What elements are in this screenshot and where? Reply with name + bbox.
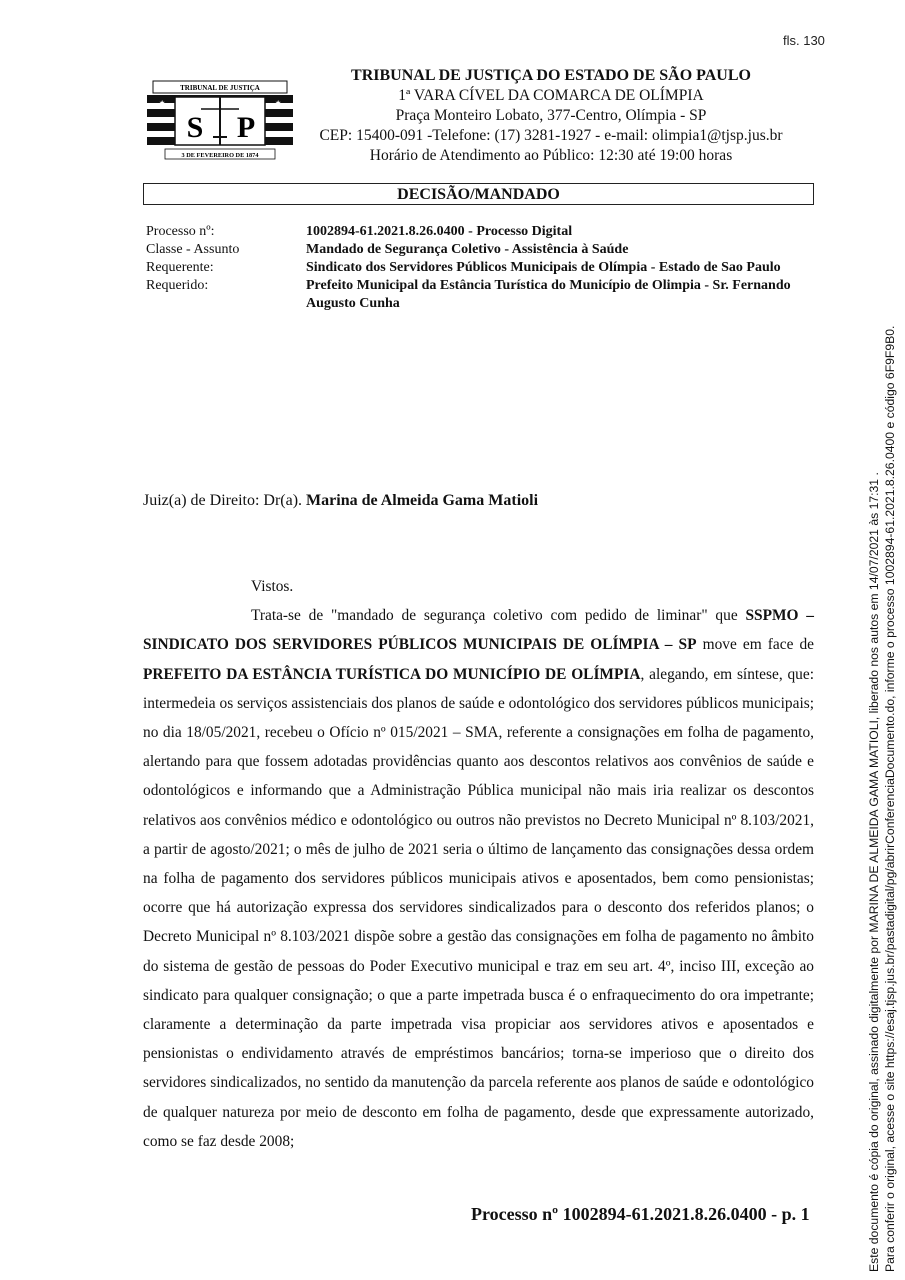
sidebar-line-1: Este documento é cópia do original, assinado digitalmente por MARINA DE ALMEIDA GAMA MATIOLI, liberado nos autos em 14/07/2021 às 17:31 . <box>867 472 881 1272</box>
svg-text:★: ★ <box>159 99 166 107</box>
court-seal-logo <box>145 57 295 165</box>
court-hours: Horário de Atendimento ao Público: 12:30 até 19:00 horas <box>369 147 733 164</box>
party-impetrante: SSPMO – SINDICATO DOS SERVIDORES PÚBLICOS MUNICIPAIS DE OLÍMPIA – SP <box>143 607 814 654</box>
document-title: DECISÃO/MANDADO <box>143 183 814 205</box>
vara-name: 1ª VARA CÍVEL DA COMARCA DE OLÍMPIA <box>398 87 704 104</box>
paragraph-text-start: Trata-se de "mandado de segurança coletivo com pedido de liminar" que <box>251 607 738 625</box>
page-number-label: fls. 130 <box>783 33 825 48</box>
party-impetrado: PREFEITO DA ESTÂNCIA TURÍSTICA DO MUNICÍPIO DE OLÍMPIA <box>143 665 641 683</box>
case-metadata <box>146 223 806 313</box>
court-address: Praça Monteiro Lobato, 377-Centro, Olímpia - SP <box>395 107 707 124</box>
logo-top-text: TRIBUNAL DE JUSTIÇA <box>180 84 260 92</box>
vistos-line: Vistos. <box>251 578 294 595</box>
meta-row-classe <box>146 241 806 259</box>
meta-row-requerido <box>146 277 806 313</box>
logo-letter-p: P <box>236 111 256 144</box>
judge-line <box>143 492 538 510</box>
meta-label: Classe - Assunto <box>146 242 240 257</box>
meta-value: Prefeito Municipal da Estância Turística do Município de Olimpia - Sr. Fernando Augusto Cunha <box>306 278 791 311</box>
meta-label: Requerente: <box>146 260 214 275</box>
signature-sidebar <box>866 7 898 1272</box>
judge-name: Marina de Almeida Gama Matioli <box>306 492 539 509</box>
logo-bottom-text: 3 DE FEVEREIRO DE 1874 <box>181 152 259 159</box>
meta-row-processo <box>146 223 806 241</box>
meta-row-requerente <box>146 259 806 277</box>
paragraph-text-mid: move em face de <box>702 636 815 654</box>
court-name: TRIBUNAL DE JUSTIÇA DO ESTADO DE SÃO PAULO <box>351 67 751 84</box>
meta-label: Requerido: <box>146 278 209 293</box>
body-paragraph <box>143 601 814 1156</box>
meta-label: Processo nº: <box>146 224 215 239</box>
svg-text:★: ★ <box>275 99 282 107</box>
paragraph-text-end: , alegando, em síntese, que: intermedeia os serviços assistenciais dos planos de saúde e odontológico dos servidores públicos municipais; no dia 18/05/2021, recebeu o Ofício nº 015/2021 – SMA, referente a consignações em folha de pagamento, alertando para que fossem adotadas providências quanto aos descontos relativos aos convênios de saúde e odontológicos e informando que a Administração Pública municipal não mais iria realizar os descontos relativos aos convênios médico e odontológico ou outros não previstos no Decreto Municipal nº 8.103/2021, a partir de agosto/2021; o mês de julho de 2021 seria o último de lançamento das consignações dessa ordem na folha de pagamento dos servidores públicos municipais ativos e aposentados, bem como pensionistas; ocorre que há autorização expressa dos servidores sindicalizados para o desconto dos referidos planos; o Decreto Municipal nº 8.103/2021 dispõe sobre a gestão das consignações em folha de pagamento no âmbito do sistema de gestão de pessoas do Poder Executivo municipal e traz em seu art. 4º, inciso III, exceção ao sindicato para qualquer consignação; o que a parte impetrada busca é o enfraquecimento do ora impetrante; claramente a determinação da parte impetrada visa propiciar aos servidores ativos e aposentados e pensionistas o endividamento através de empréstimos bancários; torna-se imperioso que o direito dos servidores sindicalizados, no sentido da manutenção da parcela referente aos planos de saúde e odontológico de qualquer natureza por meio de desconto em folha de pagamento, desde que expressamente autorizado, como se faz desde 2008; <box>143 665 814 1150</box>
meta-value: Mandado de Segurança Coletivo - Assistência à Saúde <box>306 242 629 257</box>
court-contact: CEP: 15400-091 -Telefone: (17) 3281-1927 - e-mail: olimpia1@tjsp.jus.br <box>319 127 783 144</box>
page-footer: Processo nº 1002894-61.2021.8.26.0400 - p. 1 <box>471 1204 810 1224</box>
meta-value: Sindicato dos Servidores Públicos Municipais de Olímpia - Estado de Sao Paulo <box>306 260 781 275</box>
decision-body <box>143 572 814 1156</box>
court-header <box>296 66 806 166</box>
judge-prefix: Juiz(a) de Direito: Dr(a). <box>143 492 303 509</box>
logo-letter-s: S <box>186 111 204 144</box>
sidebar-line-2: Para conferir o original, acesse o site https://esaj.tjsp.jus.br/pastadigital/pg/abrirConferenciaDocumento.do, informe o processo 1002894-61.2021.8.26.0400 e código 6F9F9B0. <box>883 325 897 1272</box>
meta-value: 1002894-61.2021.8.26.0400 - Processo Digital <box>306 224 573 239</box>
